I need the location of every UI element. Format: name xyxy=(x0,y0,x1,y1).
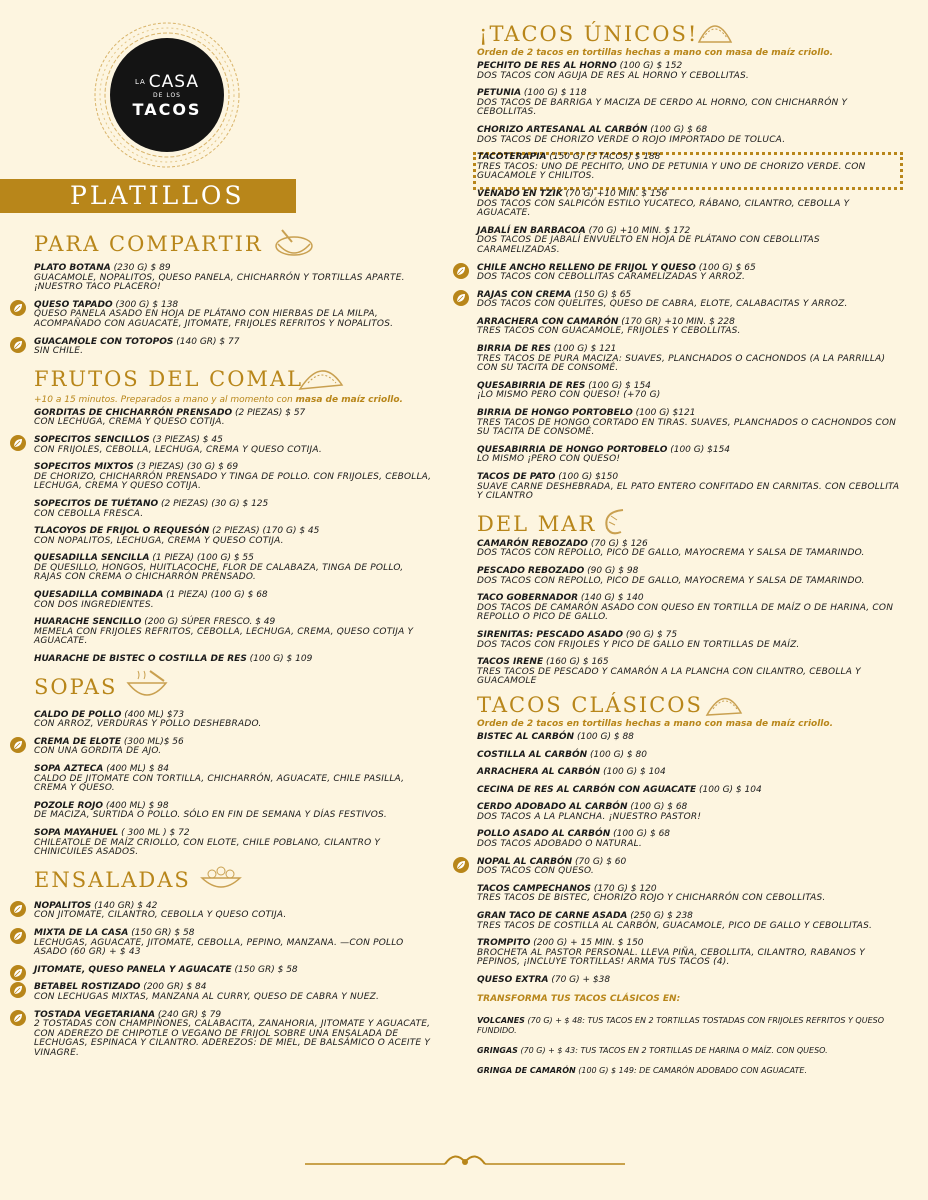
item-description: DOS TACOS DE BARRIGA Y MACIZA DE CERDO AL HORNO, CON CHICHARRÓN Y CEBOLLITAS. xyxy=(477,97,848,118)
menu-item-pozole-rojo xyxy=(34,802,434,821)
vegetarian-leaf-icon xyxy=(453,263,469,279)
soup-bowl-icon xyxy=(124,669,170,703)
menu-item-chile-ancho-relleno-de-frijol-y-queso xyxy=(477,264,902,283)
menu-item-arrachera-al-carbon xyxy=(477,768,902,778)
item-name: TACOS CAMPECHANOS xyxy=(477,883,592,894)
item-description: CHILEATOLE DE MAÍZ CRIOLLO, CON ELOTE, CHILE POBLANO, CILANTRO Y CHINICUILES ASADOS. xyxy=(34,837,381,858)
item-price: (300 ML)$ 56 xyxy=(121,736,184,747)
item-price: (2 PIEZAS) $ 57 xyxy=(232,407,306,418)
item-price: (2 PIEZAS) (30 G) $ 125 xyxy=(158,498,269,509)
item-description: TRES TACOS CON GUACAMOLE, FRIJOLES Y CEBOLLITAS. xyxy=(477,326,741,337)
item-name: PESCADO REBOZADO xyxy=(477,565,585,576)
menu-item-bistec-al-carbon xyxy=(477,733,902,743)
item-price: (100 G) $ 68 xyxy=(647,124,708,135)
item-description: DOS TACOS CON QUESO. xyxy=(477,866,594,877)
menu-item-gorditas-de-chicharron-prensado xyxy=(34,409,434,428)
menu-item-chorizo-artesanal-al-carbon xyxy=(477,126,902,145)
menu-item-pescado-rebozado xyxy=(477,567,902,586)
item-price: (140 GR) $ 42 xyxy=(91,900,158,911)
item-name: PECHITO DE RES AL HORNO xyxy=(477,61,617,71)
item-name: CHILE ANCHO RELLENO DE FRIJOL Y QUESO xyxy=(477,262,696,273)
item-name: CERDO ADOBADO AL CARBÓN xyxy=(477,802,628,813)
item-description: CON LECHUGA, CREMA Y QUESO COTIJA. xyxy=(34,417,225,428)
item-description: DOS TACOS CON QUELITES, QUESO DE CABRA, ELOTE, CALABACITAS Y ARROZ. xyxy=(477,299,848,310)
item-name: POZOLE ROJO xyxy=(34,800,104,811)
menu-item-mixta-de-la-casa xyxy=(34,929,434,958)
item-description: CON FRIJOLES, CEBOLLA, LECHUGA, CREMA Y QUESO COTIJA. xyxy=(34,444,322,455)
item-name: PLATO BOTANA xyxy=(34,263,111,273)
item-price: (100 G) $ 104 xyxy=(600,767,666,778)
item-description: TRES TACOS: UNO DE PECHITO, UNO DE PETUNIA Y UNO DE CHORIZO VERDE. CON GUACAMOLE Y CHILITOS. xyxy=(477,161,866,182)
mar-list xyxy=(477,540,902,687)
item-name: VENADO EN TZIK xyxy=(477,188,563,199)
platillos-banner: PLATILLOS xyxy=(0,179,296,213)
menu-item-tacos-de-pato xyxy=(477,473,902,502)
item-price: (100 G) $ 121 xyxy=(550,344,617,355)
menu-item-gran-taco-de-carne-asada xyxy=(477,912,902,931)
item-name: GRINGA DE CAMARÓN xyxy=(477,1065,576,1075)
menu-item-betabel-rostizado xyxy=(34,983,434,1002)
item-name: SOPECITOS SENCILLOS xyxy=(34,434,150,445)
item-name: GRAN TACO DE CARNE ASADA xyxy=(477,911,628,922)
menu-item-sopecitos-mixtos xyxy=(34,463,434,492)
right-column xyxy=(477,20,902,1086)
vegetarian-leaf-icon xyxy=(10,982,26,998)
transforma-item-gringas xyxy=(477,1046,902,1056)
item-price: (3 PIEZAS) $ 45 xyxy=(149,434,223,445)
menu-item-sirenitas-pescado-asado xyxy=(477,631,902,650)
item-price: (150 GR) $ 58 xyxy=(128,927,195,938)
transforma-heading: TRANSFORMA TUS TACOS CLÁSICOS EN: xyxy=(477,993,681,1004)
item-description: TRES TACOS DE PESCADO Y CAMARÓN A LA PLANCHA CON CILANTRO, CEBOLLA Y GUACAMOLE xyxy=(477,666,861,687)
item-price: (200 GR) $ 84 xyxy=(140,982,207,993)
section-tacos-unicos: ¡TACOS ÚNICOS! xyxy=(479,20,902,48)
item-name: POLLO ASADO AL CARBÓN xyxy=(477,829,611,840)
item-description: ¡LO MISMO PERO CON QUESO! (+70 G) xyxy=(477,390,661,401)
item-price: (100 G) $ 80 xyxy=(587,749,647,760)
menu-item-sopecitos-de-tuetano xyxy=(34,500,434,519)
item-description: DE QUESILLO, HONGOS, HUITLACOCHE, FLOR DE CALABAZA, TINGA DE POLLO, RAJAS CON CREMA O CHICHARRÓN PRENSADO. xyxy=(34,562,404,583)
item-description: TRES TACOS DE HONGO CORTADO EN TIRAS. SUAVES, PLANCHADOS O CACHONDOS CON SU TACITA DE CONSOMÉ. xyxy=(477,417,897,438)
item-name: TROMPITO xyxy=(477,938,531,949)
menu-item-quesabirria-de-res xyxy=(477,382,902,401)
menu-item-arrachera-con-camaron xyxy=(477,318,902,337)
vegetarian-leaf-icon xyxy=(10,965,26,981)
item-price: (100 G) $121 xyxy=(632,408,696,419)
item-description: (100 G) $ 149: DE CAMARÓN ADOBADO CON AGUACATE. xyxy=(575,1065,808,1075)
item-description: MEMELA CON FRIJOLES REFRITOS, CEBOLLA, LECHUGA, CREMA, QUESO COTIJA Y AGUACATE. xyxy=(34,626,414,647)
item-description: CALDO DE JITOMATE CON TORTILLA, CHICHARRÓN, AGUACATE, CHILE PASILLA, CREMA Y QUESO. xyxy=(34,773,405,794)
menu-item-tacos-irene xyxy=(477,658,902,687)
ensaladas-list xyxy=(34,902,434,1059)
item-description: CON CEBOLLA FRESCA. xyxy=(34,508,144,519)
section-frutos-del-comal: FRUTOS DEL COMAL xyxy=(34,365,434,393)
item-name: BISTEC AL CARBÓN xyxy=(477,731,575,742)
section-sopas: SOPAS xyxy=(34,673,434,701)
item-name: QUESO TAPADO xyxy=(34,299,113,310)
item-price: (200 G) + 15 MIN. $ 150 xyxy=(530,938,644,949)
menu-item-rajas-con-crema xyxy=(477,291,902,310)
item-name: MIXTA DE LA CASA xyxy=(34,927,129,938)
item-name: RAJAS CON CREMA xyxy=(477,289,572,300)
taco-icon-2 xyxy=(703,687,745,719)
item-price: (70 G) $ 126 xyxy=(587,538,648,549)
menu-item-pollo-asado-al-carbon xyxy=(477,830,902,849)
item-name: SOPECITOS MIXTOS xyxy=(34,462,134,473)
item-price: (70 G) + $38 xyxy=(548,975,611,985)
vegetarian-leaf-icon xyxy=(10,1010,26,1026)
item-name: QUESO EXTRA xyxy=(477,975,549,985)
item-price: (70 G) $ 60 xyxy=(572,856,627,867)
menu-item-birria-de-res xyxy=(477,345,902,374)
item-description: TRES TACOS DE BISTEC, CHORIZO ROJO Y CHICHARRÓN CON CEBOLLITAS. xyxy=(477,893,826,904)
menu-item-sopa-azteca xyxy=(34,765,434,794)
item-price: (160 G) $ 165 xyxy=(543,657,609,668)
logo-badge xyxy=(92,20,242,170)
item-description: LO MISMO ¡PERO CON QUESO! xyxy=(477,454,621,465)
menu-item-sopecitos-sencillos xyxy=(34,436,434,455)
item-name: CHORIZO ARTESANAL AL CARBÓN xyxy=(477,124,648,135)
item-description: DOS TACOS CON AGUJA DE RES AL HORNO Y CEBOLLITAS. xyxy=(477,70,749,81)
item-price: (140 GR) $ 77 xyxy=(173,336,240,347)
menu-item-huarache-sencillo xyxy=(34,618,434,647)
item-description: CON ARROZ, VERDURAS Y POLLO DESHEBRADO. xyxy=(34,719,262,730)
unicos-list xyxy=(477,62,902,502)
item-description: TRES TACOS DE PURA MACIZA: SUAVES, PLANCHADOS O CACHONDOS (A LA PARRILLA) CON SU TACITA DE CONSOMÉ. xyxy=(477,353,886,374)
menu-item-tlacoyos-de-frijol-o-requeson xyxy=(34,527,434,546)
item-description: BROCHETA AL PASTOR PERSONAL. LLEVA PIÑA, CEBOLLITA, CILANTRO, RABANOS Y PEPINOS, ¡INCLUYE TORTILLAS! ARMA TUS TACOS (4). xyxy=(477,947,865,968)
item-name: QUESABIRRIA DE RES xyxy=(477,380,586,391)
menu-item-cerdo-adobado-al-carbon xyxy=(477,803,902,822)
menu-item-queso-tapado xyxy=(34,301,434,330)
item-name: HUARACHE DE BISTEC O COSTILLA DE RES xyxy=(34,654,247,665)
item-description: DE CHORIZO, CHICHARRÓN PRENSADO Y TINGA DE POLLO. CON FRIJOLES, CEBOLLA, LECHUGA, CREMA Y QUESO COTIJA. xyxy=(34,471,432,492)
item-description: DOS TACOS CON SALPICÓN ESTILO YUCATECO, RÁBANO, CILANTRO, CEBOLLA Y AGUACATE. xyxy=(477,198,850,219)
item-name: NOPALITOS xyxy=(34,900,92,911)
item-price: (100 G) $ 104 xyxy=(696,784,762,795)
item-name: CECINA DE RES AL CARBÓN CON AGUACATE xyxy=(477,784,697,795)
vegetarian-leaf-icon xyxy=(10,928,26,944)
left-column xyxy=(34,230,434,1066)
item-description: 2 TOSTADAS CON CHAMPIÑONES, CALABACITA, ZANAHORIA, JITOMATE Y AGUACATE, CON ADEREZO DE CHIPOTLE O VEGANO DE FRIJOL SOBRE UNA ENSALADA DE LECHUGAS, ESPINACA Y CILANTRO. ADEREZOS: DE MIEL, DE BALSÁMICO O ACEITE Y VINAGRE. xyxy=(34,1019,431,1058)
item-price: (70 G) +10 MIN. $ 172 xyxy=(585,225,691,236)
item-description: DOS TACOS CON CEBOLLITAS CARAMELIZADAS Y ARROZ. xyxy=(477,272,746,283)
item-price: (200 G) SÚPER FRESCO. $ 49 xyxy=(141,617,276,628)
item-price: (400 ML) $ 98 xyxy=(103,800,169,811)
item-description: CON DOS INGREDIENTES. xyxy=(34,599,154,610)
item-price: (170 GR) +10 MIN. $ 228 xyxy=(618,316,735,327)
item-name: BETABEL ROSTIZADO xyxy=(34,982,141,993)
comal-list xyxy=(34,409,434,665)
menu-item-costilla-al-carbon xyxy=(477,751,902,761)
sopas-list xyxy=(34,711,434,858)
item-price: (150 G) (3 TACOS) $ 188 xyxy=(546,152,661,163)
vegetarian-leaf-icon xyxy=(10,737,26,753)
item-description: SUAVE CARNE DESHEBRADA, EL PATO ENTERO CONFITADO EN CARNITAS. CON CEBOLLITA Y CILANTRO xyxy=(477,481,900,502)
item-name: BIRRIA DE HONGO PORTOBELO xyxy=(477,408,633,419)
menu-item-nopal-al-carbon xyxy=(477,858,902,877)
item-name: TACOS IRENE xyxy=(477,657,544,668)
menu-item-crema-de-elote xyxy=(34,738,434,757)
quesadilla-icon xyxy=(296,361,346,393)
item-price: (90 G) $ 98 xyxy=(584,565,639,576)
menu-item-pechito-de-res-al-horno xyxy=(477,62,902,81)
item-price: (100 G) $ 88 xyxy=(574,731,634,742)
item-name: PETUNIA xyxy=(477,88,522,99)
menu-item-nopalitos xyxy=(34,902,434,921)
item-description: CON UNA GORDITA DE AJO. xyxy=(34,746,162,757)
menu-item-petunia xyxy=(477,89,902,118)
item-name: QUESADILLA COMBINADA xyxy=(34,590,164,601)
item-description: DOS TACOS A LA PLANCHA. ¡NUESTRO PASTOR! xyxy=(477,811,702,822)
item-name: CALDO DE POLLO xyxy=(34,709,122,720)
clasicos-note: Orden de 2 tacos en tortillas hechas a mano con masa de maíz criollo. xyxy=(477,718,833,729)
menu-item-quesadilla-sencilla xyxy=(34,554,434,583)
item-name: ARRACHERA AL CARBÓN xyxy=(477,767,601,778)
section-ensaladas: ENSALADAS xyxy=(34,866,434,894)
item-price: (150 GR) $ 58 xyxy=(231,964,298,975)
item-price: (300 G) $ 138 xyxy=(112,299,179,310)
item-name: QUESABIRRIA DE HONGO PORTOBELO xyxy=(477,444,668,455)
salad-bowl-icon xyxy=(198,862,244,892)
footer-ornament xyxy=(305,1148,625,1172)
item-price: ( 300 ML ) $ 72 xyxy=(118,827,190,838)
section-tacos-clasicos: TACOS CLÁSICOS xyxy=(477,691,902,719)
item-price: (250 G) $ 238 xyxy=(627,911,693,922)
item-price: (2 PIEZAS) (170 G) $ 45 xyxy=(209,526,320,537)
clasicos-list xyxy=(477,733,902,986)
menu-item-quesabirria-de-hongo-portobelo xyxy=(477,446,902,465)
item-description: TRES TACOS DE COSTILLA AL CARBÓN, GUACAMOLE, PICO DE GALLO Y CEBOLLITAS. xyxy=(477,920,873,931)
item-name: COSTILLA AL CARBÓN xyxy=(477,749,588,760)
item-name: HUARACHE SENCILLO xyxy=(34,617,142,628)
menu-item-sopa-mayahuel xyxy=(34,829,434,858)
item-description: CON JITOMATE, CILANTRO, CEBOLLA Y QUESO COTIJA. xyxy=(34,910,287,921)
item-description: (70 G) + $ 48: TUS TACOS EN 2 TORTILLAS TOSTADAS CON FRIJOLES REFRITOS Y QUESO FUNDIDO. xyxy=(477,1015,884,1035)
item-price: (100 G) $ 68 xyxy=(610,829,671,840)
section-del-mar: DEL MAR xyxy=(477,510,902,538)
item-price: (100 G) $ 68 xyxy=(627,802,688,813)
item-description: DOS TACOS DE CHORIZO VERDE O ROJO IMPORTADO DE TOLUCA. xyxy=(477,134,786,145)
shrimp-icon xyxy=(597,506,633,538)
menu-item-tacoterapia xyxy=(477,153,902,182)
menu-item-huarache-de-bistec-o-costilla-de-res xyxy=(34,655,434,665)
item-price: (100 G) $154 xyxy=(667,444,731,455)
item-description: CON NOPALITOS, LECHUGA, CREMA Y QUESO COTIJA. xyxy=(34,535,284,546)
item-description: CON LECHUGAS MIXTAS, MANZANA AL CURRY, QUESO DE CABRA Y NUEZ. xyxy=(34,991,380,1002)
item-name: CAMARÓN REBOZADO xyxy=(477,538,588,549)
menu-item-guacamole-con-totopos xyxy=(34,338,434,357)
item-price: (3 PIEZAS) (30 G) $ 69 xyxy=(133,462,239,473)
menu-item-jitomate-queso-panela-y-aguacate xyxy=(34,966,434,976)
item-description: DOS TACOS CON REPOLLO, PICO DE GALLO, MAYOCREMA Y SALSA DE TAMARINDO. xyxy=(477,548,865,559)
transforma-item-volcanes xyxy=(477,1016,902,1036)
vegetarian-leaf-icon xyxy=(10,435,26,451)
item-description: DOS TACOS DE CAMARÓN ASADO CON QUESO EN TORTILLA DE MAÍZ O DE HARINA, CON REPOLLO O PICO DE GALLO. xyxy=(477,602,894,623)
item-price: (100 G) $ 65 xyxy=(695,262,756,273)
vegetarian-leaf-icon xyxy=(453,290,469,306)
item-name: QUESADILLA SENCILLA xyxy=(34,553,150,564)
item-description: GUACAMOLE, NOPALITOS, QUESO PANELA, CHICHARRÓN Y TORTILLAS APARTE. ¡NUESTRO TACO PLACERO! xyxy=(34,272,405,293)
item-name: JABALÍ EN BARBACOA xyxy=(477,225,586,236)
item-name: NOPAL AL CARBÓN xyxy=(477,856,573,867)
item-name: VOLCANES xyxy=(477,1015,525,1025)
item-name: SOPA AZTECA xyxy=(34,764,104,774)
logo-la: LA xyxy=(134,78,146,86)
menu-item-camaron-rebozado xyxy=(477,540,902,559)
item-name: TOSTADA VEGETARIANA xyxy=(34,1009,156,1020)
item-description: SIN CHILE. xyxy=(34,346,84,357)
menu-item-jabali-en-barbacoa xyxy=(477,227,902,256)
item-price: (90 G) $ 75 xyxy=(623,629,678,640)
item-name: BIRRIA DE RES xyxy=(477,344,551,355)
comal-note: +10 a 15 minutos. Preparados a mano y al momento con masa de maíz criollo. xyxy=(34,394,403,405)
item-price: (140 G) $ 140 xyxy=(578,593,644,604)
vegetarian-leaf-icon xyxy=(453,857,469,873)
item-name: SIRENITAS: PESCADO ASADO xyxy=(477,629,623,640)
compartir-list xyxy=(34,264,434,357)
vegetarian-leaf-icon xyxy=(10,337,26,353)
item-price: (230 G) $ 89 xyxy=(110,263,171,273)
item-price: (100 G) $ 154 xyxy=(585,380,651,391)
transforma-item-gringa-de-camaron xyxy=(477,1066,902,1076)
item-price: (100 G) $ 109 xyxy=(246,654,313,665)
section-para-compartir: PARA COMPARTIR xyxy=(34,230,434,258)
menu-item-tostada-vegetariana xyxy=(34,1011,434,1059)
taco-icon xyxy=(695,16,735,48)
item-price: (150 G) $ 65 xyxy=(571,289,632,300)
menu-item-trompito xyxy=(477,939,902,968)
item-description: DOS TACOS ADOBADO O NATURAL. xyxy=(477,839,642,850)
item-price: (170 G) $ 120 xyxy=(591,883,657,894)
molcajete-icon xyxy=(272,226,314,260)
item-price: (1 PIEZA) (100 G) $ 55 xyxy=(149,553,254,564)
menu-item-venado-en-tzik xyxy=(477,190,902,219)
item-price: (240 GR) $ 79 xyxy=(155,1009,222,1020)
item-name: ARRACHERA CON CAMARÓN xyxy=(477,316,619,327)
item-name: TACOTERAPIA xyxy=(477,152,547,163)
menu-item-cecina-de-res-al-carbon-con-aguacate xyxy=(477,786,902,796)
logo xyxy=(110,38,224,152)
menu-item-quesadilla-combinada xyxy=(34,591,434,610)
logo-de-los: DE LOS xyxy=(153,92,181,99)
vegetarian-leaf-icon xyxy=(10,901,26,917)
unicos-note: Orden de 2 tacos en tortillas hechas a mano con masa de maíz criollo. xyxy=(477,48,833,58)
item-name: TACOS DE PATO xyxy=(477,472,556,482)
item-name: GRINGAS xyxy=(477,1045,518,1055)
item-name: GUACAMOLE CON TOTOPOS xyxy=(34,336,174,347)
menu-item-caldo-de-pollo xyxy=(34,711,434,730)
item-name: GORDITAS DE CHICHARRÓN PRENSADO xyxy=(34,407,233,418)
transforma-list xyxy=(477,1016,902,1076)
item-name: SOPA MAYAHUEL xyxy=(34,827,119,838)
vegetarian-leaf-icon xyxy=(10,300,26,316)
item-price: (400 ML) $73 xyxy=(121,709,185,720)
item-price: (100 G) $ 152 xyxy=(616,61,683,71)
item-name: JITOMATE, QUESO PANELA Y AGUACATE xyxy=(34,964,232,975)
logo-casa: CASA xyxy=(148,72,200,92)
item-description: DOS TACOS CON REPOLLO, PICO DE GALLO, MAYOCREMA Y SALSA DE TAMARINDO. xyxy=(477,575,865,586)
item-description: QUESO PANELA ASADO EN HOJA DE PLÁTANO CON HIERBAS DE LA MILPA, ACOMPAÑADO CON AGUACATE, JITOMATE, FRIJOLES REFRITOS Y NOPALITOS. xyxy=(34,309,394,329)
item-name: TACO GOBERNADOR xyxy=(477,593,579,604)
item-description: DOS TACOS DE JABALÍ ENVUELTO EN HOJA DE PLÁTANO CON CEBOLLITAS CARAMELIZADAS. xyxy=(477,235,820,255)
item-description: DE MACIZA, SURTIDA O POLLO. SÓLO EN FIN DE SEMANA Y DÍAS FESTIVOS. xyxy=(34,810,387,821)
item-price: (1 PIEZA) (100 G) $ 68 xyxy=(163,590,268,601)
item-name: TLACOYOS DE FRIJOL O REQUESÓN xyxy=(34,526,210,537)
item-name: CREMA DE ELOTE xyxy=(34,736,121,747)
menu-item-plato-botana xyxy=(34,264,434,293)
item-price: (100 G) $ 118 xyxy=(521,88,587,99)
item-description: (70 G) + $ 43: TUS TACOS EN 2 TORTILLAS DE HARINA O MAÍZ. CON QUESO. xyxy=(517,1045,828,1055)
item-name: SOPECITOS DE TUÉTANO xyxy=(34,498,159,509)
item-price: (400 ML) $ 84 xyxy=(103,764,169,774)
menu-item-tacos-campechanos xyxy=(477,885,902,904)
item-description: LECHUGAS, AGUACATE, JITOMATE, CEBOLLA, PEPINO, MANZANA. —CON POLLO ASADO (60 GR) + $ 43 xyxy=(34,937,404,958)
menu-item-taco-gobernador xyxy=(477,594,902,623)
menu-item-queso-extra xyxy=(477,976,902,986)
item-price: (70 G) +10 MIN. $ 156 xyxy=(562,188,668,199)
logo-tacos: TACOS xyxy=(132,100,202,119)
menu-item-birria-de-hongo-portobelo xyxy=(477,409,902,438)
item-description: DOS TACOS CON FRIJOLES Y PICO DE GALLO EN TORTILLAS DE MAÍZ. xyxy=(477,639,800,650)
item-price: (100 G) $150 xyxy=(555,472,619,482)
